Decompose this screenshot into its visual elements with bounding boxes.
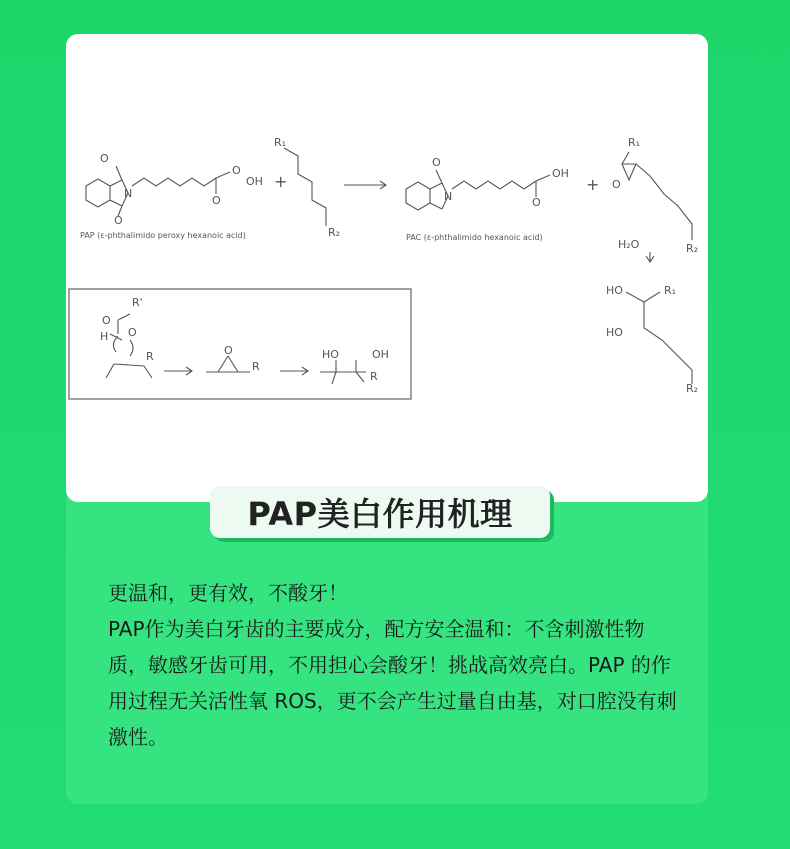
mechanism-figure [66, 34, 708, 502]
r-label-2: R [252, 360, 260, 373]
reaction-scheme [66, 34, 708, 502]
description [108, 575, 678, 755]
oh-label-2: OH [552, 167, 569, 180]
oh-label-3: OH [372, 348, 389, 361]
r1-label-3: R₁ [664, 284, 677, 297]
oh-label-1: OH [246, 175, 263, 188]
ho-label-3: HO [322, 348, 339, 361]
oxygen-label-10: O [224, 344, 233, 357]
oxygen-label-1: O [100, 152, 109, 165]
title-badge [210, 486, 550, 538]
oxygen-label-4: O [232, 164, 241, 177]
oxygen-label-6: O [532, 196, 541, 209]
r1-label-1: R₁ [274, 136, 287, 149]
r-prime-label: R' [132, 296, 143, 309]
r1-label-2: R₁ [628, 136, 641, 149]
oxygen-label-9: O [128, 326, 137, 339]
hydrogen-label: H [100, 330, 109, 343]
r-label-3: R [370, 370, 378, 383]
oxygen-label-5: O [432, 156, 441, 169]
water-label: H₂O [618, 238, 640, 251]
r2-label-3: R₂ [686, 382, 699, 395]
ho-label-2: HO [606, 326, 623, 339]
oxygen-label-2: O [114, 214, 123, 227]
nitrogen-label-1: N [124, 187, 133, 200]
detail-paragraph: PAP作为美白牙齿的主要成分，配方安全温和：不含刺激性物质，敏感牙齿可用，不用担心会酸牙！挑战高效亮白。PAP 的作用过程无关活性氧 ROS，更不会产生过量自由基，对口腔没有刺激性。 [108, 617, 677, 749]
r2-label-2: R₂ [686, 242, 699, 255]
page-title: PAP美白作用机理 [247, 495, 513, 533]
r-label-1: R [146, 350, 154, 363]
nitrogen-label-2: N [444, 190, 453, 203]
headline-paragraph: 更温和，更有效，不酸牙！ [108, 581, 348, 605]
plus-sign-2: + [586, 175, 600, 194]
oxygen-label-8: O [102, 314, 111, 327]
r2-label-1: R₂ [328, 226, 341, 239]
pap-caption: PAP (ε-phthalimido peroxy hexanoic acid) [80, 231, 246, 240]
ho-label-1: HO [606, 284, 623, 297]
oxygen-label-7: O [612, 178, 621, 191]
plus-sign-1: + [274, 172, 288, 191]
pac-caption: PAC (ε-phthalimido hexanoic acid) [406, 233, 543, 242]
oxygen-label-3: O [212, 194, 221, 207]
